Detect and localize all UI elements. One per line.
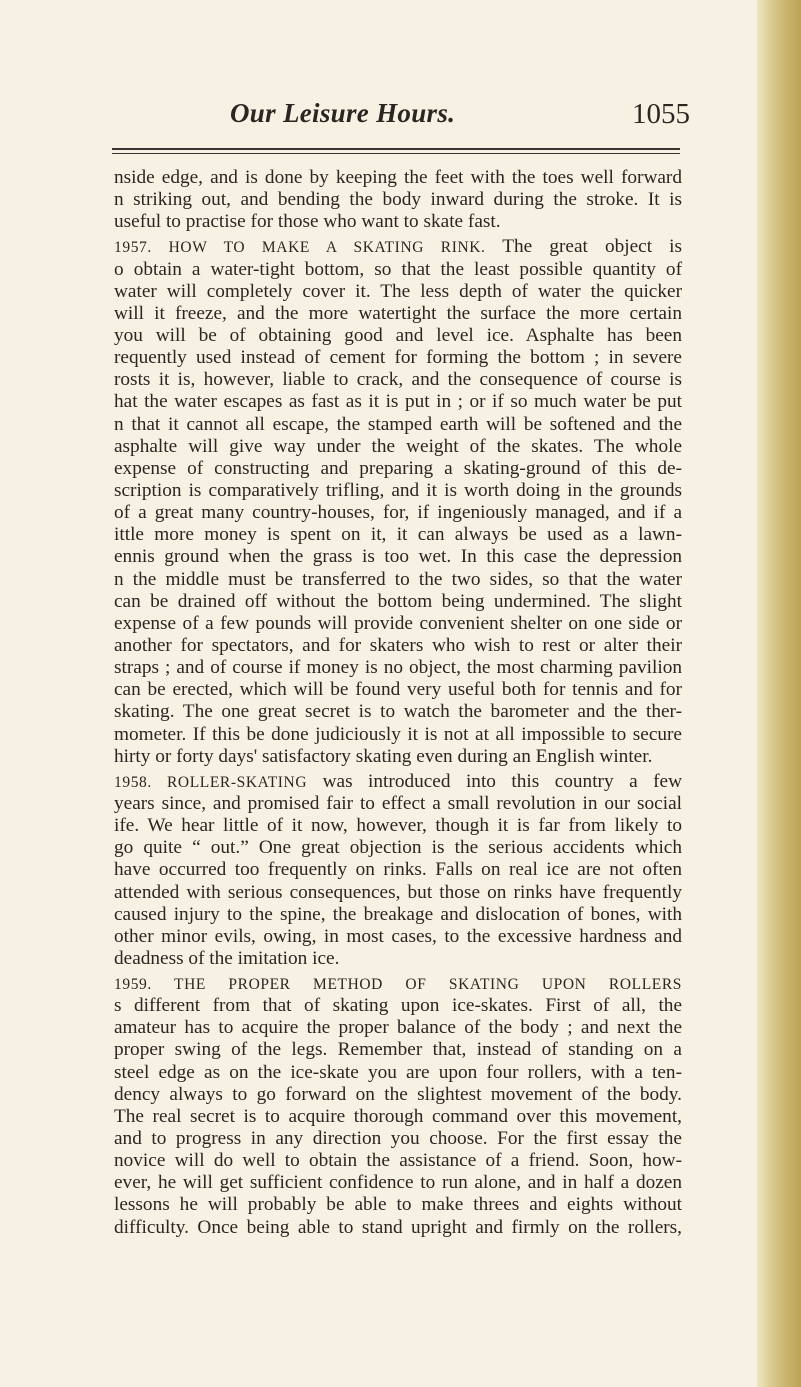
line-text: The real secret is to acquire thorough command over this movement,	[114, 1105, 682, 1127]
text-line	[0, 436, 682, 458]
line-text: deadness of the imitation ice.	[114, 947, 340, 969]
text-line	[0, 369, 682, 391]
section-heading: 1959. THE PROPER METHOD OF SKATING UPON ROLLERS	[114, 976, 682, 994]
text-line	[0, 189, 682, 211]
text-line	[0, 837, 682, 859]
text-line	[0, 724, 682, 746]
line-text: steel edge as on the ice-skate you are upon four rollers, with a ten-	[114, 1061, 682, 1083]
line-text: another for spectators, and for skaters who wish to rest or alter their	[114, 634, 682, 656]
text-line	[0, 281, 682, 303]
line-text: years since, and promised fair to effect a small revolution in our social	[114, 792, 682, 814]
section-heading: 1957. HOW TO MAKE A SKATING RINK.	[114, 239, 486, 257]
text-line	[0, 569, 682, 591]
line-text: amateur has to acquire the proper balance of the body ; and next the	[114, 1017, 682, 1039]
text-line	[0, 746, 682, 768]
line-text: asphalte will give way under the weight of the skates. The whole	[114, 435, 682, 457]
text-line	[0, 391, 682, 413]
text-line	[0, 414, 682, 436]
header-rule-bottom	[112, 153, 680, 154]
text-line	[0, 926, 682, 948]
line-text: ennis ground when the grass is too wet. In this case the depression	[114, 546, 682, 568]
text-line	[0, 701, 682, 723]
line-text: straps ; and of course if money is no object, the most charming pavilion	[114, 657, 682, 679]
line-text: The great object is	[485, 236, 682, 258]
line-text: hirty or forty days' satisfactory skating even during an English winter.	[114, 745, 653, 767]
line-text: rosts it is, however, liable to crack, and the consequence of course is	[114, 369, 682, 391]
line-text: attended with serious consequences, but those on rinks have frequently	[114, 881, 682, 903]
text-line	[0, 458, 682, 480]
line-text: you will be of obtaining good and level ice. Asphalte has been	[114, 324, 682, 346]
text-line	[0, 948, 682, 970]
running-title: Our Leisure Hours.	[230, 98, 456, 128]
text-line	[0, 635, 682, 657]
text-line	[0, 679, 682, 701]
line-text: of a great many country-houses, for, if ingeniously managed, and if a	[114, 502, 682, 524]
text-line	[0, 1039, 682, 1061]
line-text: requently used instead of cement for forming the bottom ; in severe	[114, 347, 682, 369]
text-line	[0, 546, 682, 568]
section-heading-line	[0, 771, 682, 793]
text-line	[0, 1106, 682, 1128]
section-heading-line	[0, 973, 682, 995]
text-line	[0, 657, 682, 679]
line-text: mometer. If this be done judiciously it is not at all impossible to secure	[114, 723, 682, 745]
text-line	[0, 904, 682, 926]
text-line	[0, 325, 682, 347]
line-text: water will completely cover it. The less depth of water the quicker	[114, 280, 682, 302]
line-text: dency always to go forward on the slightest movement of the body.	[114, 1083, 682, 1105]
line-text: n striking out, and bending the body inward during the stroke. It is	[114, 189, 682, 211]
text-line	[0, 259, 682, 281]
text-line	[0, 859, 682, 881]
line-text: ever, he will get sufficient confidence to run alone, and in half a dozen	[114, 1172, 682, 1194]
text-line	[0, 167, 682, 189]
line-text: other minor evils, owing, in most cases, to the excessive hardness and	[114, 925, 682, 947]
text-line	[0, 613, 682, 635]
line-text: skating. The one great secret is to watch the barometer and the ther-	[114, 701, 682, 723]
text-line	[0, 1194, 682, 1216]
line-text: go quite “ out.” One great objection is the serious accidents which	[114, 837, 682, 859]
line-text: o obtain a water-tight bottom, so that the least possible quantity of	[114, 258, 682, 280]
line-text: n the middle must be transferred to the two sides, so that the water	[114, 568, 682, 590]
text-line	[0, 1172, 682, 1194]
line-text: nside edge, and is done by keeping the feet with the toes well forward	[114, 167, 682, 188]
line-text: have occurred too frequently on rinks. Falls on real ice are not often	[114, 859, 682, 881]
text-line	[0, 1150, 682, 1172]
text-line	[0, 591, 682, 613]
line-text: expense of constructing and preparing a skating-ground of this de-	[114, 457, 682, 479]
line-text: ife. We hear little of it now, however, though it is far from likely to	[114, 815, 682, 837]
header-rule-top	[112, 148, 680, 150]
text-line	[0, 1128, 682, 1150]
line-text: useful to practise for those who want to skate fast.	[114, 211, 501, 233]
text-line	[0, 1084, 682, 1106]
line-text: will it freeze, and the more watertight the surface the more certain	[114, 302, 682, 324]
text-line	[0, 502, 682, 524]
text-line	[0, 1217, 682, 1239]
text-line	[0, 793, 682, 815]
line-text: hat the water escapes as fast as it is put in ; or if so much water be put	[114, 391, 682, 413]
running-header	[230, 98, 690, 138]
line-text: can be erected, which will be found very useful both for tennis and for	[114, 679, 682, 701]
line-text: s different from that of skating upon ice-skates. First of all, the	[114, 995, 682, 1017]
page-number: 1055	[632, 98, 690, 130]
line-text: proper swing of the legs. Remember that, instead of standing on a	[114, 1039, 682, 1061]
text-line	[0, 1017, 682, 1039]
text-line	[0, 480, 682, 502]
line-text: novice will do well to obtain the assistance of a friend. Soon, how-	[114, 1150, 682, 1172]
text-line	[0, 303, 682, 325]
line-text: ittle more money is spent on it, it can always be used as a lawn-	[114, 524, 682, 546]
line-text: was introduced into this country a few	[307, 770, 682, 792]
text-line	[0, 347, 682, 369]
text-line	[0, 995, 682, 1017]
article-body	[0, 167, 760, 1239]
section-heading: 1958. ROLLER-SKATING	[114, 773, 308, 791]
page-edge	[757, 0, 801, 1387]
text-line	[0, 882, 682, 904]
line-text: difficulty. Once being able to stand upright and firmly on the rollers,	[114, 1216, 682, 1238]
line-text: expense of a few pounds will provide convenient shelter on one side or	[114, 612, 682, 634]
text-line	[0, 1062, 682, 1084]
line-text: lessons he will probably be able to make threes and eights without	[114, 1194, 682, 1216]
text-line	[0, 524, 682, 546]
text-line	[0, 815, 682, 837]
line-text: can be drained off without the bottom being undermined. The slight	[114, 590, 682, 612]
line-text: scription is comparatively trifling, and it is worth doing in the grounds	[114, 479, 682, 501]
section-heading-line	[0, 236, 682, 258]
line-text: and to progress in any direction you choose. For the first essay the	[114, 1128, 682, 1150]
line-text: caused injury to the spine, the breakage and dislocation of bones, with	[114, 903, 682, 925]
text-line	[0, 211, 682, 233]
line-text: n that it cannot all escape, the stamped earth will be softened and the	[114, 413, 682, 435]
